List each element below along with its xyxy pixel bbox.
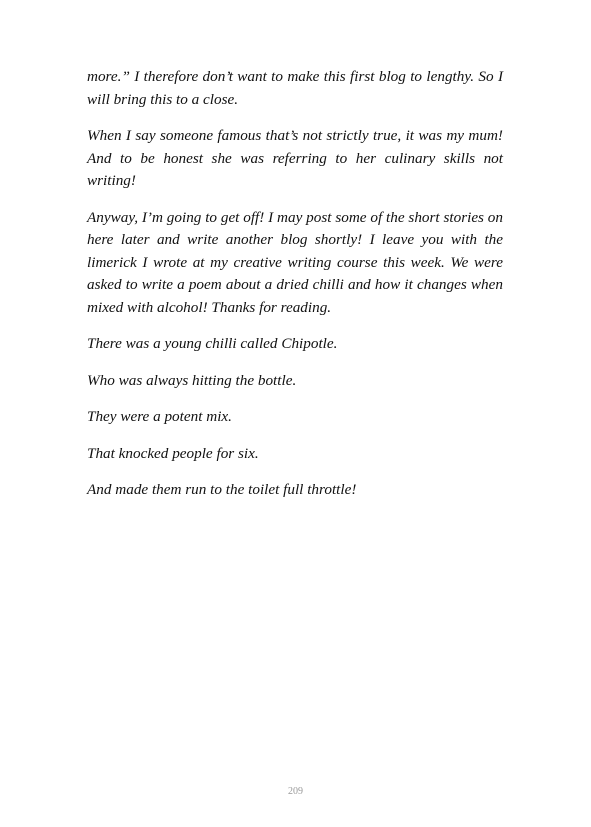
- page-number: 209: [288, 786, 303, 797]
- poem-line: They were a potent mix.: [87, 408, 232, 425]
- poem-line: There was a young chilli called Chipotle.: [87, 335, 338, 352]
- poem-line: And made them run to the toilet full throttle!: [87, 481, 357, 498]
- poem-line: Who was always hitting the bottle.: [87, 371, 297, 389]
- paragraph: more.” I therefore don’t want to make this first blog to lengthy. So I will bring this to a close.: [87, 68, 503, 108]
- paragraph: Anyway, I’m going to get off! I may post some of the short stories on here later and write another blog shortly! I leave you with the limerick I wrote at my creative writing course this week. We were asked to write a poem about a dried chilli and how it changes when mixed with alcohol! Thanks for reading.: [87, 208, 503, 316]
- poem-line: That knocked people for six.: [87, 444, 259, 462]
- page-body: [87, 66, 503, 516]
- paragraph: When I say someone famous that’s not strictly true, it was my mum! And to be honest she was referring to her culinary skills not writing!: [87, 127, 503, 189]
